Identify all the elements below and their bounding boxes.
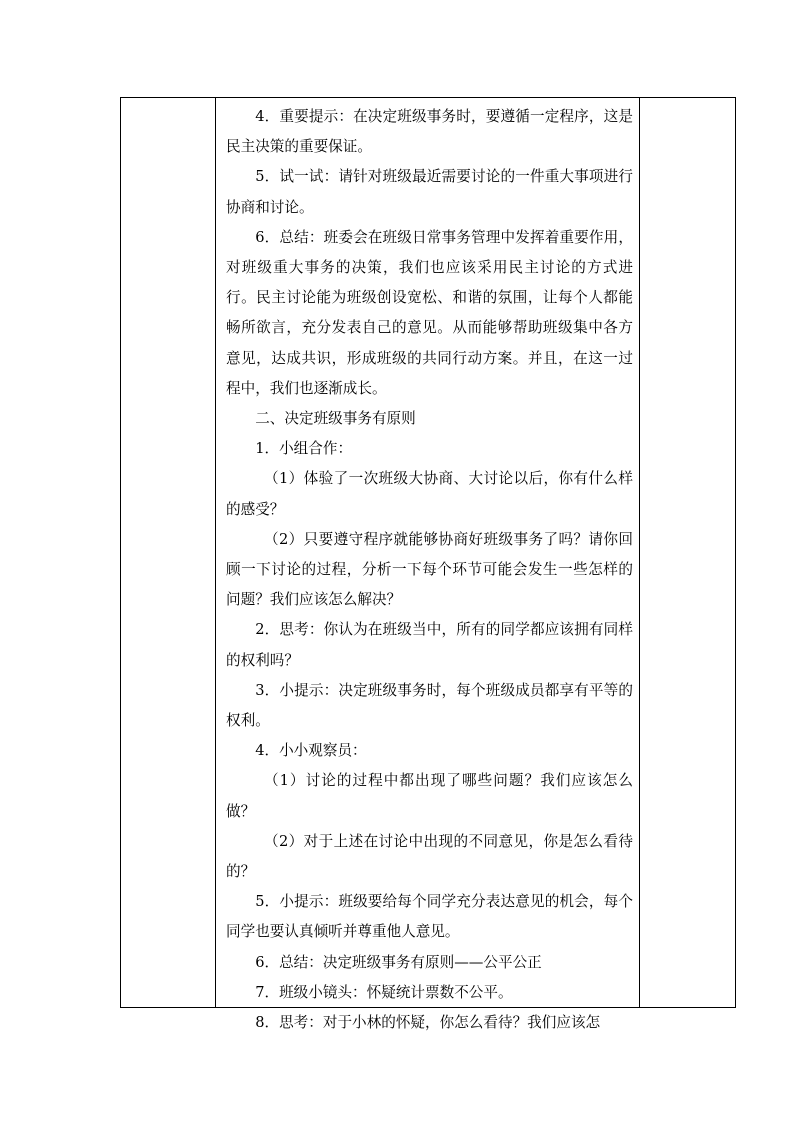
item-2-think: 2．思考：你认为在班级当中，所有的同学都应该拥有同样的权利吗？ — [226, 621, 633, 669]
item-1-group-work: 1．小组合作： — [255, 440, 353, 458]
item-5-try-it: 5．试一试：请针对班级最近需要讨论的一件重大事项进行协商和讨论。 — [226, 168, 633, 216]
content-cell — [216, 98, 640, 1032]
item-3-tip: 3．小提示：决定班级事务时，每个班级成员都享有平等的权利。 — [226, 681, 633, 730]
lesson-table — [120, 97, 736, 1032]
section-two-heading: 二、决定班级事务有原则 — [255, 410, 416, 428]
right-empty-cell — [640, 98, 736, 1008]
item-4-observer: 4．小小观察员： — [255, 742, 367, 760]
lesson-content — [216, 98, 639, 1032]
sub-item-1-problems: （1）讨论的过程中都出现了哪些问题？我们应该怎么做？ — [226, 772, 633, 820]
item-7-class-scene: 7．班级小镜头：怀疑统计票数不公平。 — [255, 983, 513, 1001]
item-5-tip: 5．小提示：班级要给每个同学充分表达意见的机会，每个同学也要认真倾听并尊重他人意见。 — [226, 893, 633, 941]
sub-item-2-procedure: （2）只要遵守程序就能够协商好班级事务了吗？请你回顾一下讨论的过程，分析一下每个环节可能会发生一些怎样的问题？我们应该怎么解决？ — [226, 530, 633, 609]
item-4-important-tip: 4．重要提示：在决定班级事务时，要遵循一定程序，这是民主决策的重要保证。 — [226, 108, 633, 156]
left-empty-cell — [121, 98, 216, 1008]
item-6-summary: 6．总结：班委会在班级日常事务管理中发挥着重要作用，对班级重大事务的决策，我们也应该采用民主讨论的方式进行。民主讨论能为班级创设宽松、和谐的氛围，让每个人都能畅所欲言，充分发表自己的意见。从而能够帮助班级集中各方意见，达成共识，形成班级的共同行动方案。并且，在这一过程中，我们也逐渐成长。 — [226, 228, 633, 397]
item-6-summary-principle: 6．总结：决定班级事务有原则——公平公正 — [255, 953, 542, 971]
table-row — [121, 98, 736, 1008]
sub-item-1-feeling: （1）体验了一次班级大协商、大讨论以后，你有什么样的感受？ — [226, 470, 633, 518]
sub-item-2-opinions: （2）对于上述在讨论中出现的不同意见，你是怎么看待的？ — [226, 832, 633, 881]
item-8-think: 8．思考：对于小林的怀疑，你怎么看待？我们应该怎 — [255, 1014, 601, 1032]
